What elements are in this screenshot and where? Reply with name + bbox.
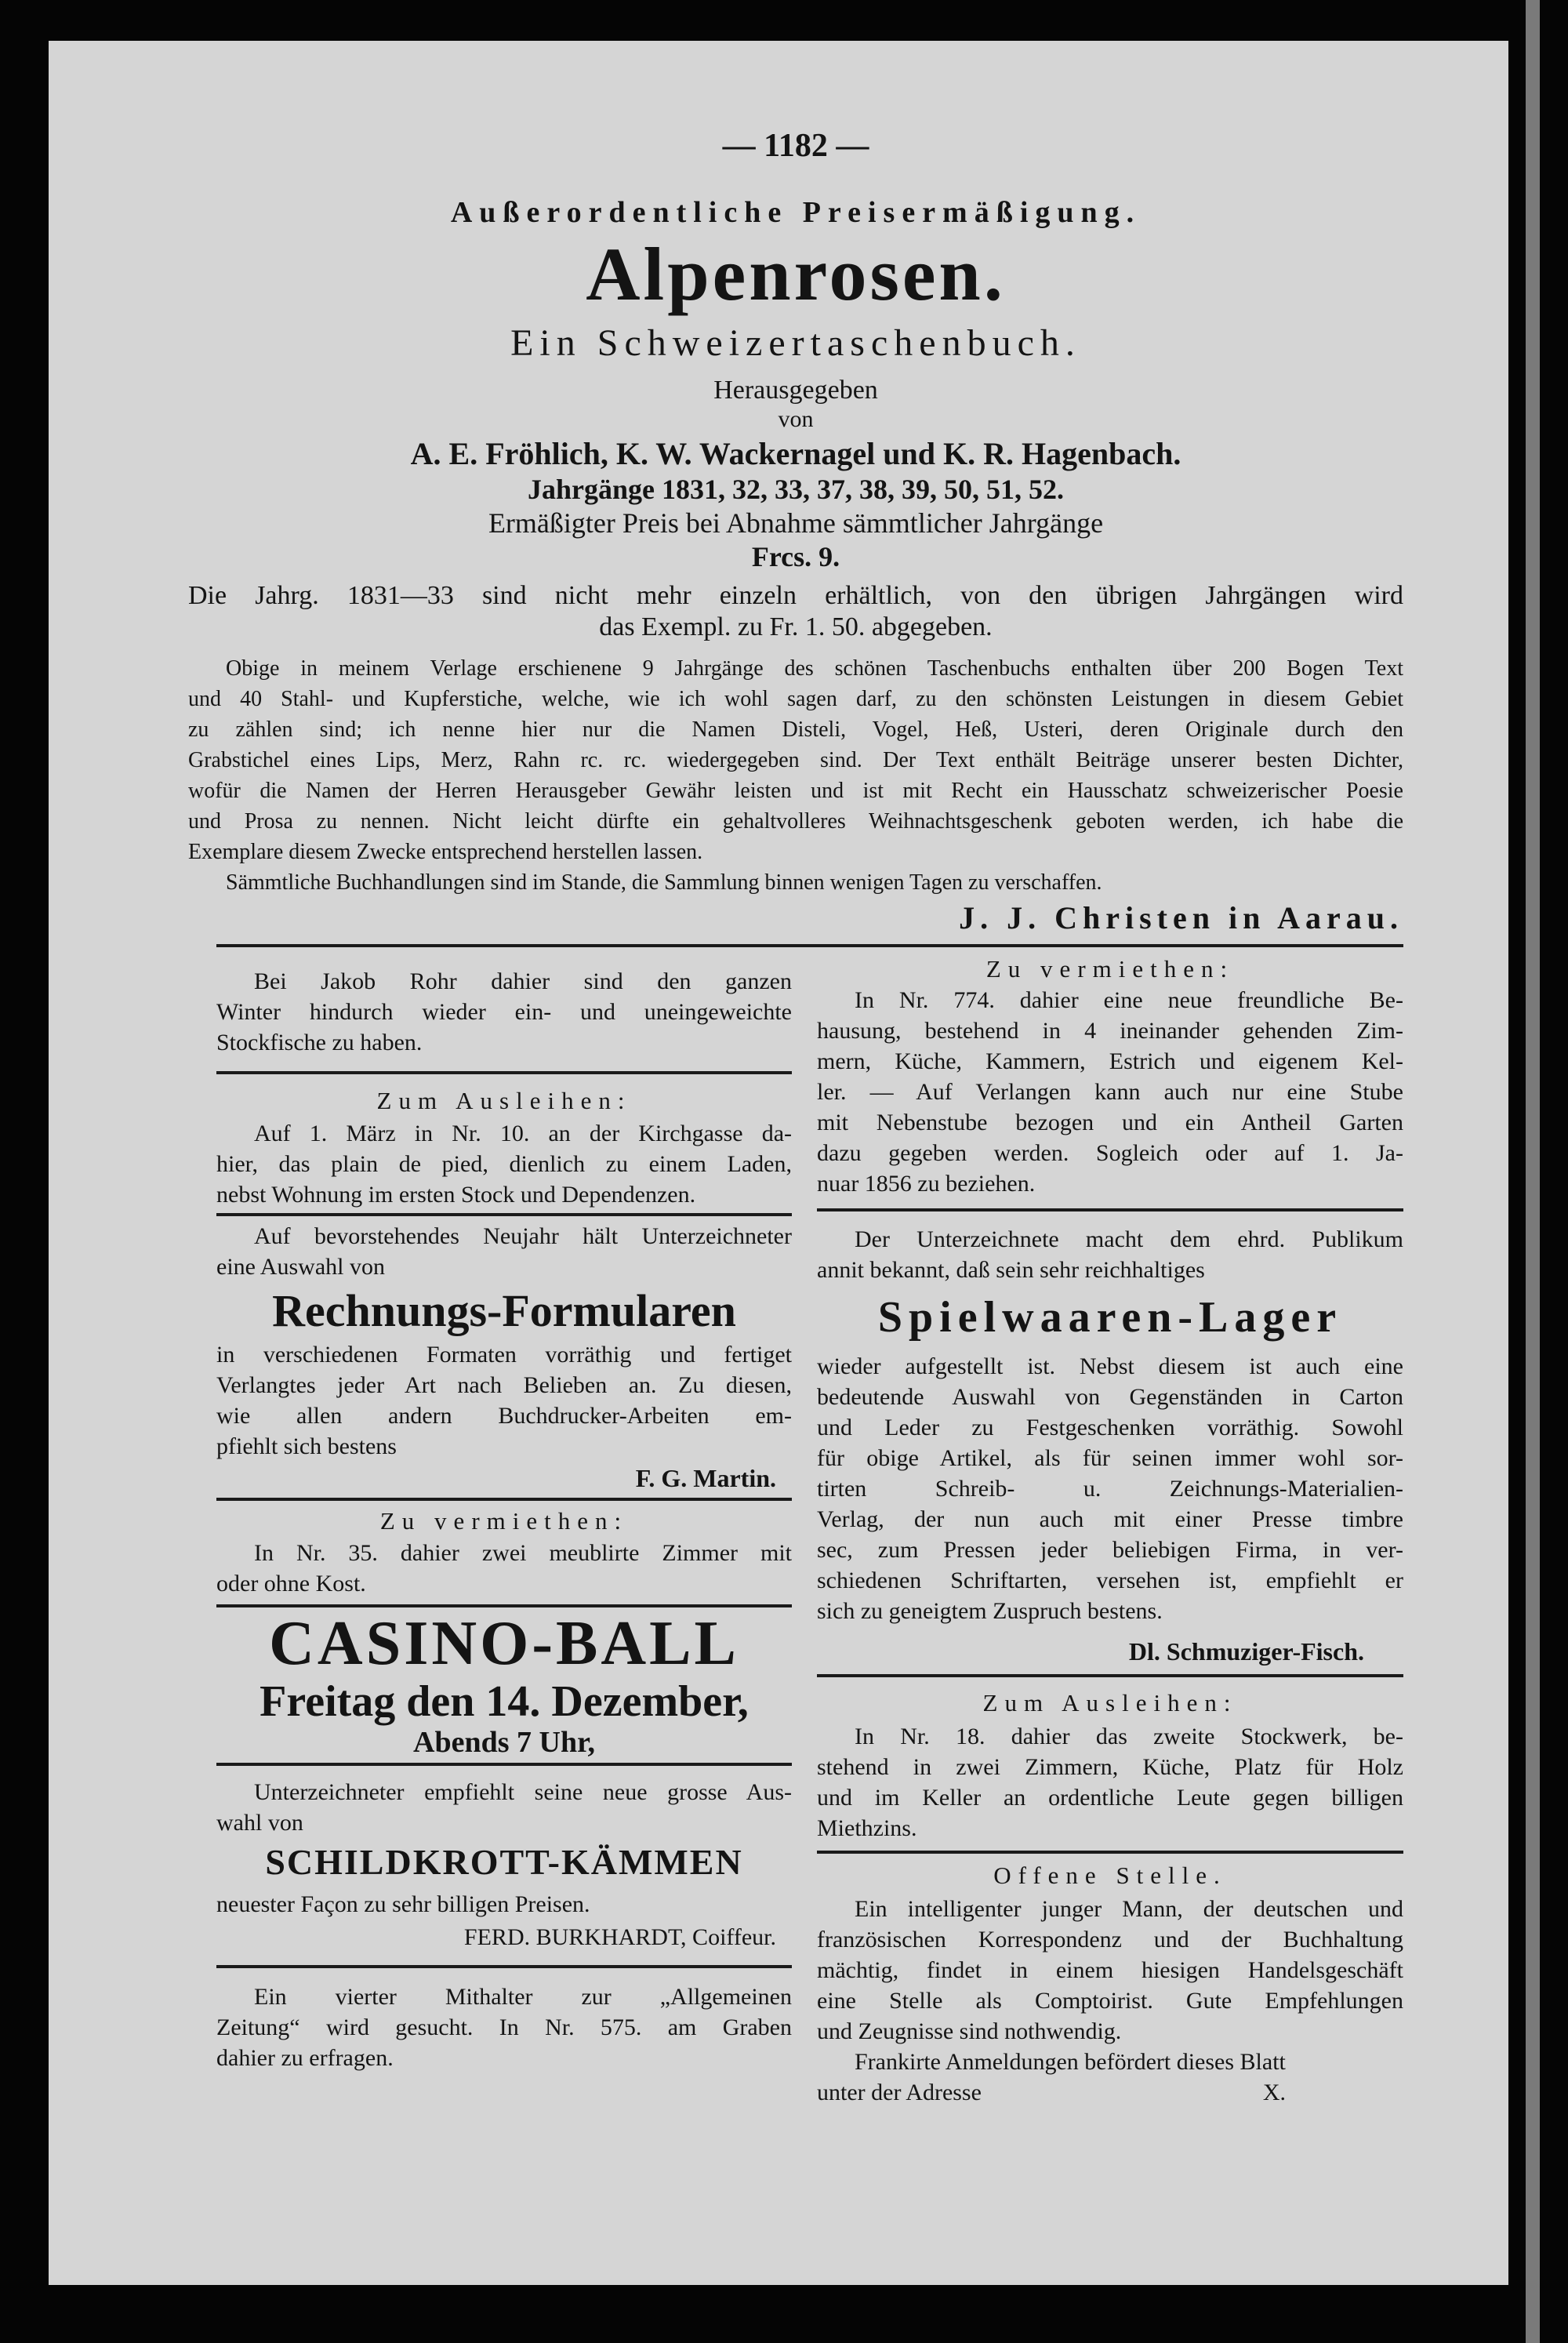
text-line: sich zu geneigtem Zuspruch bestens. [817, 1598, 1163, 1624]
text-line: In Nr. 18. dahier das zweite Stockwerk, be- [855, 1724, 1403, 1749]
ad-body [188, 653, 1403, 867]
page-number: — 1182 — [722, 128, 869, 164]
text-line: nuar 1856 zu beziehen. [817, 1171, 1036, 1197]
divider [216, 1965, 792, 1968]
text-line: In Nr. 774. dahier eine neue freundliche Be- [855, 987, 1403, 1013]
text-line: Der Unterzeichnete macht dem ehrd. Publikum [855, 1226, 1403, 1252]
casino-time: Abends 7 Uhr, [413, 1726, 595, 1759]
ad-martin-intro [216, 1221, 792, 1282]
text-line: wofür die Namen der Herren Herausgeber Gewähr leisten und ist mit Recht ein Hausschatz schweizerischer Poesie [188, 779, 1403, 803]
spielwaaren-signature: Dl. Schmuziger-Fisch. [1128, 1637, 1364, 1666]
text-line: wahl von [216, 1810, 303, 1836]
text-line: zu zählen sind; ich nenne hier nur die Namen Disteli, Vogel, Heß, Usteri, deren Originale durch den [188, 717, 1403, 742]
casino-title: CASINO-BALL [269, 1609, 739, 1678]
ad-stelle-body [817, 1894, 1403, 2047]
ad-stelle-body-2 [817, 2047, 1403, 2077]
ad-martin-body [216, 1339, 792, 1462]
text-line: Verlag, der nun auch mit einer Presse timbre [817, 1506, 1403, 1532]
text-line: oder ohne Kost. [216, 1571, 366, 1597]
divider [216, 944, 1403, 947]
text-line: schiedenen Schriftarten, versehen ist, empfiehlt er [817, 1567, 1403, 1593]
text-line: Auf 1. März in Nr. 10. an der Kirchgasse da- [254, 1121, 792, 1146]
address-code: X. [1262, 2080, 1286, 2105]
spielwaaren-headline: Spielwaaren-Lager [877, 1293, 1343, 1342]
text-line: für obige Artikel, als für seinen immer wohl sor- [817, 1445, 1403, 1471]
divider [216, 1213, 792, 1216]
text-line: das Exempl. zu Fr. 1. 50. abgegeben. [599, 612, 993, 641]
text-line: In Nr. 35. dahier zwei meublirte Zimmer mit [254, 1540, 792, 1566]
text-line: in verschiedenen Formaten vorräthig und fertiget [216, 1342, 792, 1368]
divider [817, 1674, 1403, 1677]
text-line: bedeutende Auswahl von Gegenständen in Carton [817, 1384, 1403, 1410]
text-line: Zeitung“ wird gesucht. In Nr. 575. am Graben [216, 2014, 792, 2040]
text-line: mern, Küche, Kammern, Estrich und eigenem Kel- [817, 1048, 1403, 1074]
text-line: Unterzeichneter empfiehlt seine neue grosse Aus- [254, 1779, 792, 1805]
edited-by: Herausgegeben [713, 376, 878, 405]
text-line: dahier zu erfragen. [216, 2045, 394, 2071]
ad-ausleihen-right [817, 1721, 1403, 1844]
text-line: Ein vierter Mithalter zur „Allgemeinen [254, 1984, 792, 2010]
ad-heading: Zu vermiethen: [985, 955, 1235, 983]
ad-heading: Zum Ausleihen: [982, 1689, 1238, 1716]
text-line: wieder aufgestellt ist. Nebst diesem ist auch eine [817, 1353, 1403, 1379]
ad-heading: Zu vermiethen: [379, 1507, 629, 1535]
text-line: Ein intelligenter junger Mann, der deutschen und [855, 1896, 1403, 1922]
text-line: nebst Wohnung im ersten Stock und Dependenzen. [216, 1182, 696, 1208]
text-line: sec, zum Pressen jeder beliebigen Firma, in ver- [817, 1537, 1403, 1563]
ad-spielwaaren-body [817, 1351, 1403, 1626]
divider [216, 1071, 792, 1074]
divider [216, 1498, 792, 1501]
editors: A. E. Fröhlich, K. W. Wackernagel und K. R. Hagenbach. [410, 436, 1181, 471]
casino-date: Freitag den 14. Dezember, [260, 1677, 749, 1726]
ad-rohr [216, 966, 792, 1058]
ad-signature: J. J. Christen in Aarau. [959, 900, 1403, 935]
divider [817, 1851, 1403, 1854]
divider [216, 1763, 792, 1766]
text-line: dazu gegeben werden. Sogleich oder auf 1. Ja- [817, 1140, 1403, 1166]
text-line: ler. — Auf Verlangen kann auch nur eine Stube [817, 1079, 1403, 1105]
ad-kicker: Außerordentliche Preisermäßigung. [450, 196, 1142, 229]
stelle-address [817, 2077, 1403, 2108]
text-line: hausung, bestehend in 4 ineinander gehenden Zim- [817, 1018, 1403, 1044]
divider [216, 1604, 792, 1607]
text-line: Auf bevorstehendes Neujahr hält Unterzeichneter [254, 1223, 792, 1249]
availability [188, 580, 1403, 643]
text-line: und Leder zu Festgeschenken vorräthig. Sowohl [817, 1415, 1403, 1440]
burkhardt-tagline: neuester Façon zu sehr billigen Preisen. [216, 1891, 590, 1917]
text-line: eine Auswahl von [216, 1254, 385, 1280]
price: Frcs. 9. [751, 541, 840, 572]
ad-heading: Offene Stelle. [993, 1862, 1227, 1889]
text-line: annit bekannt, daß sein sehr reichhaltiges [817, 1257, 1205, 1283]
ad-body-2 [188, 867, 1403, 898]
text-line: mächtig, findet in einem hiesigen Handelsgeschäft [817, 1957, 1403, 1983]
text-line: Sämmtliche Buchhandlungen sind im Stande, die Sammlung binnen wenigen Tagen zu verschaffen. [226, 870, 1102, 895]
ad-vermiethen-left [216, 1538, 792, 1599]
text-line: Bei Jakob Rohr dahier sind den ganzen [254, 968, 792, 994]
ad-heading: Zum Ausleihen: [376, 1087, 632, 1114]
text-line: Exemplare diesem Zwecke entsprechend herstellen lassen. [188, 840, 703, 864]
text-line: und Zeugnisse sind nothwendig. [817, 2018, 1122, 2044]
text-line: und im Keller an ordentliche Leute gegen billigen [817, 1785, 1403, 1811]
ad-ausleihen-left [216, 1118, 792, 1210]
text-line: Die Jahrg. 1831—33 sind nicht mehr einzeln erhältlich, von den übrigen Jahrgängen wird [188, 581, 1403, 610]
text-line: französischen Korrespondenz und der Buchhaltung [817, 1927, 1403, 1952]
ad-zeitung [216, 1982, 792, 2073]
text-line: hier, das plain de pied, dienlich zu einem Laden, [216, 1151, 792, 1177]
text-line: und Prosa zu nennen. Nicht leicht dürfte ein gehaltvolleres Weihnachtsgeschenk geboten werden, ich habe die [188, 809, 1403, 834]
text-line: Grabstichel eines Lips, Merz, Rahn rc. rc. wiedergegeben sind. Der Text enthält Beiträge unserer besten Dichter, [188, 748, 1403, 772]
ad-vermiethen-right [817, 985, 1403, 1199]
text-line: Obige in meinem Verlage erschienene 9 Jahrgänge des schönen Taschenbuchs enthalten über 200 Bogen Text [226, 656, 1403, 681]
burkhardt-signature: FERD. BURKHARDT, Coiffeur. [463, 1924, 776, 1950]
divider [817, 1208, 1403, 1211]
page-edge [1526, 0, 1540, 2343]
ad-martin-signature: F. G. Martin. [635, 1464, 776, 1492]
text-line: wie allen andern Buchdrucker-Arbeiten em- [216, 1403, 792, 1429]
burkhardt-product: SCHILDKROTT-KÄMMEN [265, 1842, 743, 1882]
von-label: von [778, 406, 814, 432]
ad-martin-headline: Rechnungs-Formularen [272, 1285, 736, 1336]
text-line: pfiehlt sich bestens [216, 1433, 397, 1459]
ad-burkhardt [216, 1777, 792, 1838]
text-line: und 40 Stahl- und Kupferstiche, welche, wie ich wohl sagen darf, zu den schönsten Leistungen in diesem Gebiet [188, 687, 1403, 711]
address-label: unter der Adresse [817, 2080, 982, 2105]
ad-subtitle: Ein Schweizertaschenbuch. [510, 322, 1081, 364]
volumes: Jahrgänge 1831, 32, 33, 37, 38, 39, 50, 51, 52. [528, 474, 1064, 505]
ad-spielwaaren-intro [817, 1224, 1403, 1285]
text-line: mit Nebenstube bezogen und ein Antheil Garten [817, 1110, 1403, 1135]
text-line: Stockfische zu haben. [216, 1030, 423, 1055]
text-line: Frankirte Anmeldungen befördert dieses Blatt [855, 2049, 1286, 2075]
text-line: eine Stelle als Comptoirist. Gute Empfehlungen [817, 1988, 1403, 2014]
price-note: Ermäßigter Preis bei Abnahme sämmtlicher Jahrgänge [488, 507, 1104, 539]
ad-title: Alpenrosen. [586, 232, 1006, 316]
text-line: Winter hindurch wieder ein- und uneingeweichte [216, 999, 792, 1025]
text-line: Miethzins. [817, 1815, 917, 1841]
text-line: stehend in zwei Zimmern, Küche, Platz für Holz [817, 1754, 1403, 1780]
text-line: tirten Schreib- u. Zeichnungs-Materialien- [817, 1476, 1403, 1502]
text-line: Verlangtes jeder Art nach Belieben an. Zu diesen, [216, 1372, 792, 1398]
